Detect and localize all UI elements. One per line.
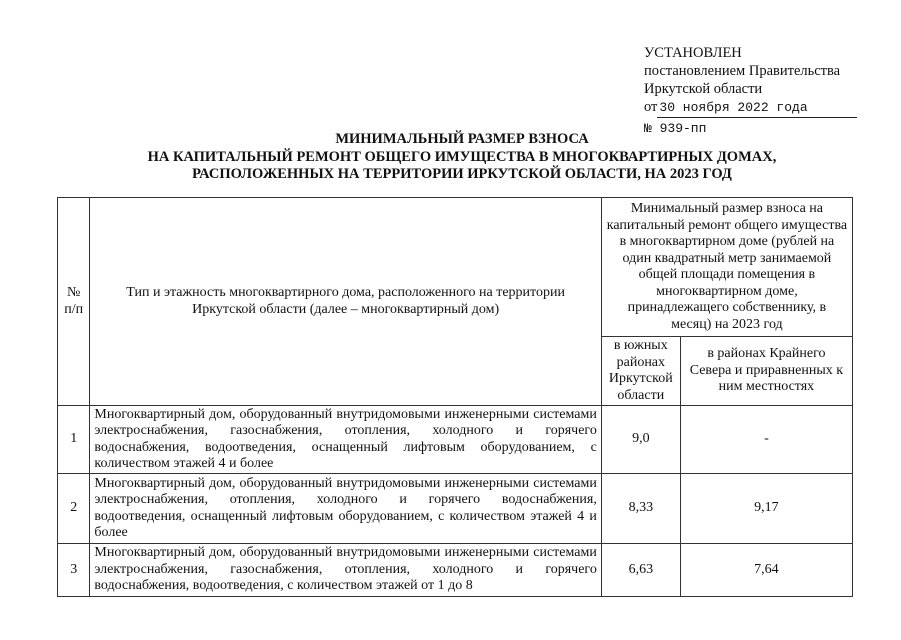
table-row bbox=[58, 406, 853, 474]
title-line-2: НА КАПИТАЛЬНЫЙ РЕМОНТ ОБЩЕГО ИМУЩЕСТВА В МНОГОКВАРТИРНЫХ ДОМАХ, bbox=[147, 148, 777, 165]
row-north-value: 9,17 bbox=[680, 474, 852, 544]
approval-line-resolution: постановлением Правительства bbox=[644, 63, 841, 79]
fee-table bbox=[57, 197, 853, 597]
table-row bbox=[58, 544, 853, 597]
row-north-value: 7,64 bbox=[680, 544, 852, 597]
row-num: 3 bbox=[58, 544, 90, 597]
approval-number: № 939-пп bbox=[644, 121, 707, 136]
document-title bbox=[90, 131, 834, 184]
approval-line-region: Иркутской области bbox=[644, 81, 763, 97]
header-num: № п/п bbox=[58, 198, 90, 406]
title-line-1: МИНИМАЛЬНЫЙ РАЗМЕР ВЗНОСА bbox=[335, 131, 589, 147]
row-description: Многоквартирный дом, оборудованный внутридомовыми инженерными системами электроснабжения, газоснабжения, отопления, холодного и горячего водоснабжения, водоотведения, оснащенный лифтовым оборудованием, с количеством этажей 4 и более bbox=[90, 406, 601, 474]
row-description: Многоквартирный дом, оборудованный внутридомовыми инженерными системами электроснабжения, отопления, холодного и горячего водоснабжения, водоотведения, оснащенный лифтовым оборудованием, с количеством этажей 4 и более bbox=[90, 474, 601, 544]
row-south-value: 9,0 bbox=[601, 406, 680, 474]
header-type: Тип и этажность многоквартирного дома, расположенного на территории Иркутской области (далее – многоквартирный дом) bbox=[90, 198, 601, 406]
row-description: Многоквартирный дом, оборудованный внутридомовыми инженерными системами электроснабжения, газоснабжения, отопления, холодного и горячего водоснабжения, водоотведения, с количеством этажей от 1 до 8 bbox=[90, 544, 601, 597]
table-header-row bbox=[58, 198, 853, 337]
approval-stamp bbox=[644, 44, 864, 138]
row-south-value: 6,63 bbox=[601, 544, 680, 597]
table-row bbox=[58, 474, 853, 544]
approval-date-line bbox=[644, 98, 864, 118]
header-south: в южных районах Иркутской области bbox=[601, 337, 680, 406]
header-north: в районах Крайнего Севера и приравненных к ним местностях bbox=[680, 337, 852, 406]
row-num: 2 bbox=[58, 474, 90, 544]
approval-date-prefix: от bbox=[644, 99, 658, 115]
title-line-3: РАСПОЛОЖЕННЫХ НА ТЕРРИТОРИИ ИРКУТСКОЙ ОБЛАСТИ, НА 2023 ГОД bbox=[192, 166, 732, 182]
approval-date-value: 30 ноября 2022 года bbox=[657, 99, 857, 118]
approval-line-established: УСТАНОВЛЕН bbox=[644, 45, 742, 61]
row-num: 1 bbox=[58, 406, 90, 474]
row-north-value: - bbox=[680, 406, 852, 474]
header-min-fee: Минимальный размер взноса на капитальный ремонт общего имущества в многоквартирном доме (рублей на один квадратный метр занимаемой общей площади помещения в многоквартирном доме, принадлежащего собственнику, в месяц) на 2023 год bbox=[601, 198, 852, 337]
row-south-value: 8,33 bbox=[601, 474, 680, 544]
